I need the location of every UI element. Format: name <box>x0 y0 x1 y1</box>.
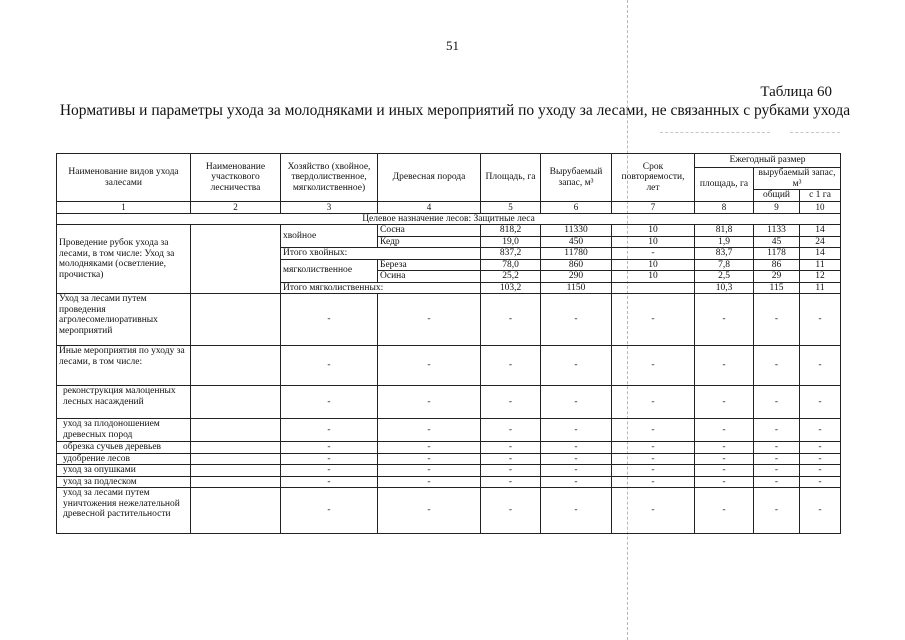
area-cell: 19,0 <box>481 236 541 248</box>
period-cell: 10 <box>612 259 695 271</box>
dash-cell: - <box>695 453 754 465</box>
header-per-ha: с 1 га <box>800 190 841 202</box>
stock-cell: 1150 <box>541 282 612 294</box>
species-cell: Осина <box>378 271 481 283</box>
dash-cell: - <box>695 465 754 477</box>
activity-reconstruction: реконструкция малоценных лесных насаждений <box>57 386 191 419</box>
dash-cell: - <box>281 442 378 454</box>
dash-cell: - <box>281 488 378 534</box>
stock-cell: 11780 <box>541 248 612 260</box>
area-cell: 818,2 <box>481 225 541 237</box>
header-economy: Хозяйство (хвойное, твердолиственное, мягколиственное) <box>281 154 378 202</box>
column-number: 5 <box>481 202 541 214</box>
column-number: 9 <box>754 202 800 214</box>
dash-cell: - <box>800 465 841 477</box>
dash-cell: - <box>695 442 754 454</box>
dash-cell: - <box>800 386 841 419</box>
annual-area-cell: 10,3 <box>695 282 754 294</box>
dash-cell: - <box>541 294 612 346</box>
dash-cell: - <box>481 465 541 477</box>
annual-area-cell: 83,7 <box>695 248 754 260</box>
forestry-cell <box>191 442 281 454</box>
dash-cell: - <box>378 419 481 442</box>
annual-area-cell: 81,8 <box>695 225 754 237</box>
column-number: 1 <box>57 202 191 214</box>
annual-area-cell: 2,5 <box>695 271 754 283</box>
species-cell: Кедр <box>378 236 481 248</box>
header-annual-stock: вырубаемый запас, м³ <box>754 168 841 190</box>
dash-cell: - <box>612 386 695 419</box>
dash-cell: - <box>281 419 378 442</box>
annual-total-cell: 115 <box>754 282 800 294</box>
dash-cell: - <box>695 294 754 346</box>
column-number: 6 <box>541 202 612 214</box>
dash-cell: - <box>541 346 612 386</box>
subtotal-coniferous: Итого хвойных: <box>281 248 481 260</box>
dash-cell: - <box>541 488 612 534</box>
dash-cell: - <box>612 476 695 488</box>
stock-cell: 450 <box>541 236 612 248</box>
column-number: 3 <box>281 202 378 214</box>
dash-cell: - <box>800 442 841 454</box>
area-cell: 837,2 <box>481 248 541 260</box>
dash-cell: - <box>378 346 481 386</box>
area-cell: 103,2 <box>481 282 541 294</box>
column-number: 8 <box>695 202 754 214</box>
period-cell <box>612 282 695 294</box>
area-cell: 78,0 <box>481 259 541 271</box>
header-annual-size: Ежегодный размер <box>695 154 841 168</box>
annual-area-cell: 1,9 <box>695 236 754 248</box>
forestry-cell <box>191 346 281 386</box>
section-title: Целевое назначение лесов: Защитные леса <box>57 213 841 225</box>
economy-softwood: мягколиственное <box>281 259 378 282</box>
header-stock: Вырубаемый запас, м³ <box>541 154 612 202</box>
dash-cell: - <box>754 488 800 534</box>
forestry-cell <box>191 225 281 294</box>
group-care-young-stands: Проведение рубок ухода за лесами, в том числе: Уход за молодняками (осветление, прочистка) <box>57 225 191 294</box>
dash-cell: - <box>612 465 695 477</box>
forestry-cell <box>191 419 281 442</box>
dash-cell: - <box>481 453 541 465</box>
dash-cell: - <box>800 488 841 534</box>
header-total: общий <box>754 190 800 202</box>
column-number: 2 <box>191 202 281 214</box>
dash-cell: - <box>541 465 612 477</box>
dash-cell: - <box>800 476 841 488</box>
dash-cell: - <box>378 465 481 477</box>
dash-cell: - <box>378 488 481 534</box>
dash-cell: - <box>754 294 800 346</box>
dash-cell: - <box>541 476 612 488</box>
dash-cell: - <box>800 294 841 346</box>
period-cell: 10 <box>612 236 695 248</box>
header-area: Площадь, га <box>481 154 541 202</box>
forestry-cell <box>191 476 281 488</box>
dash-cell: - <box>695 386 754 419</box>
dash-cell: - <box>612 294 695 346</box>
dash-cell: - <box>754 419 800 442</box>
dash-cell: - <box>378 386 481 419</box>
dash-cell: - <box>800 346 841 386</box>
scan-artifact-dash <box>790 132 840 133</box>
dash-cell: - <box>754 346 800 386</box>
activity-unwanted-removal: уход за лесами путем уничтожения нежелательной древесной растительности <box>57 488 191 534</box>
dash-cell: - <box>612 419 695 442</box>
period-cell: - <box>612 248 695 260</box>
annual-total-cell: 29 <box>754 271 800 283</box>
annual-per-ha-cell: 11 <box>800 259 841 271</box>
dash-cell: - <box>754 465 800 477</box>
dash-cell: - <box>481 419 541 442</box>
activity-edges-care: уход за опушками <box>57 465 191 477</box>
dash-cell: - <box>541 386 612 419</box>
activity-other: Иные мероприятия по уходу за лесами, в том числе: <box>57 346 191 386</box>
annual-area-cell: 7,8 <box>695 259 754 271</box>
forestry-cell <box>191 488 281 534</box>
activity-undergrowth-care: уход за подлеском <box>57 476 191 488</box>
dash-cell: - <box>695 346 754 386</box>
norms-table <box>56 153 841 534</box>
dash-cell: - <box>695 476 754 488</box>
annual-per-ha-cell: 24 <box>800 236 841 248</box>
dash-cell: - <box>481 488 541 534</box>
stock-cell: 290 <box>541 271 612 283</box>
dash-cell: - <box>281 386 378 419</box>
dash-cell: - <box>541 442 612 454</box>
annual-per-ha-cell: 14 <box>800 225 841 237</box>
forestry-cell <box>191 386 281 419</box>
activity-agroforestry: Уход за лесами путем проведения агролесомелиоративных мероприятий <box>57 294 191 346</box>
dash-cell: - <box>695 488 754 534</box>
dash-cell: - <box>281 294 378 346</box>
annual-total-cell: 1178 <box>754 248 800 260</box>
subtotal-softwood: Итого мягколиственных: <box>281 282 481 294</box>
activity-pruning: обрезка сучьев деревьев <box>57 442 191 454</box>
dash-cell: - <box>481 476 541 488</box>
dash-cell: - <box>378 476 481 488</box>
dash-cell: - <box>378 442 481 454</box>
header-annual-area: площадь, га <box>695 168 754 202</box>
table-label: Таблица 60 <box>760 84 832 100</box>
activity-fertilization: удобрение лесов <box>57 453 191 465</box>
dash-cell: - <box>481 442 541 454</box>
dash-cell: - <box>754 476 800 488</box>
stock-cell: 860 <box>541 259 612 271</box>
column-number: 7 <box>612 202 695 214</box>
dash-cell: - <box>281 453 378 465</box>
dash-cell: - <box>541 453 612 465</box>
dash-cell: - <box>695 419 754 442</box>
column-number: 10 <box>800 202 841 214</box>
area-cell: 25,2 <box>481 271 541 283</box>
forestry-cell <box>191 294 281 346</box>
page-number: 51 <box>446 38 459 53</box>
dash-cell: - <box>612 442 695 454</box>
column-number: 4 <box>378 202 481 214</box>
dash-cell: - <box>541 419 612 442</box>
dash-cell: - <box>481 386 541 419</box>
dash-cell: - <box>281 465 378 477</box>
species-cell: Сосна <box>378 225 481 237</box>
dash-cell: - <box>612 346 695 386</box>
dash-cell: - <box>612 453 695 465</box>
annual-total-cell: 86 <box>754 259 800 271</box>
activity-fruiting-care: уход за плодоношением древесных пород <box>57 419 191 442</box>
forestry-cell <box>191 465 281 477</box>
dash-cell: - <box>378 453 481 465</box>
period-cell: 10 <box>612 271 695 283</box>
dash-cell: - <box>281 346 378 386</box>
annual-total-cell: 1133 <box>754 225 800 237</box>
annual-per-ha-cell: 12 <box>800 271 841 283</box>
header-work-type: Наименование видов ухода залесами <box>57 154 191 202</box>
dash-cell: - <box>800 453 841 465</box>
annual-per-ha-cell: 11 <box>800 282 841 294</box>
table-title: Нормативы и параметры ухода за молодняками и иных мероприятий по уходу за лесами, не связанных с рубками ухода <box>59 102 851 119</box>
dash-cell: - <box>800 419 841 442</box>
dash-cell: - <box>481 346 541 386</box>
period-cell: 10 <box>612 225 695 237</box>
stock-cell: 11330 <box>541 225 612 237</box>
header-forestry: Наименование участкового лесничества <box>191 154 281 202</box>
header-tree-species: Древесная порода <box>378 154 481 202</box>
economy-coniferous: хвойное <box>281 225 378 248</box>
dash-cell: - <box>378 294 481 346</box>
dash-cell: - <box>612 488 695 534</box>
annual-per-ha-cell: 14 <box>800 248 841 260</box>
dash-cell: - <box>754 386 800 419</box>
species-cell: Береза <box>378 259 481 271</box>
dash-cell: - <box>281 476 378 488</box>
annual-total-cell: 45 <box>754 236 800 248</box>
forestry-cell <box>191 453 281 465</box>
dash-cell: - <box>481 294 541 346</box>
header-repeat-period: Срок повторяемости, лет <box>612 154 695 202</box>
dash-cell: - <box>754 442 800 454</box>
dash-cell: - <box>754 453 800 465</box>
scan-artifact-dash <box>660 132 770 133</box>
